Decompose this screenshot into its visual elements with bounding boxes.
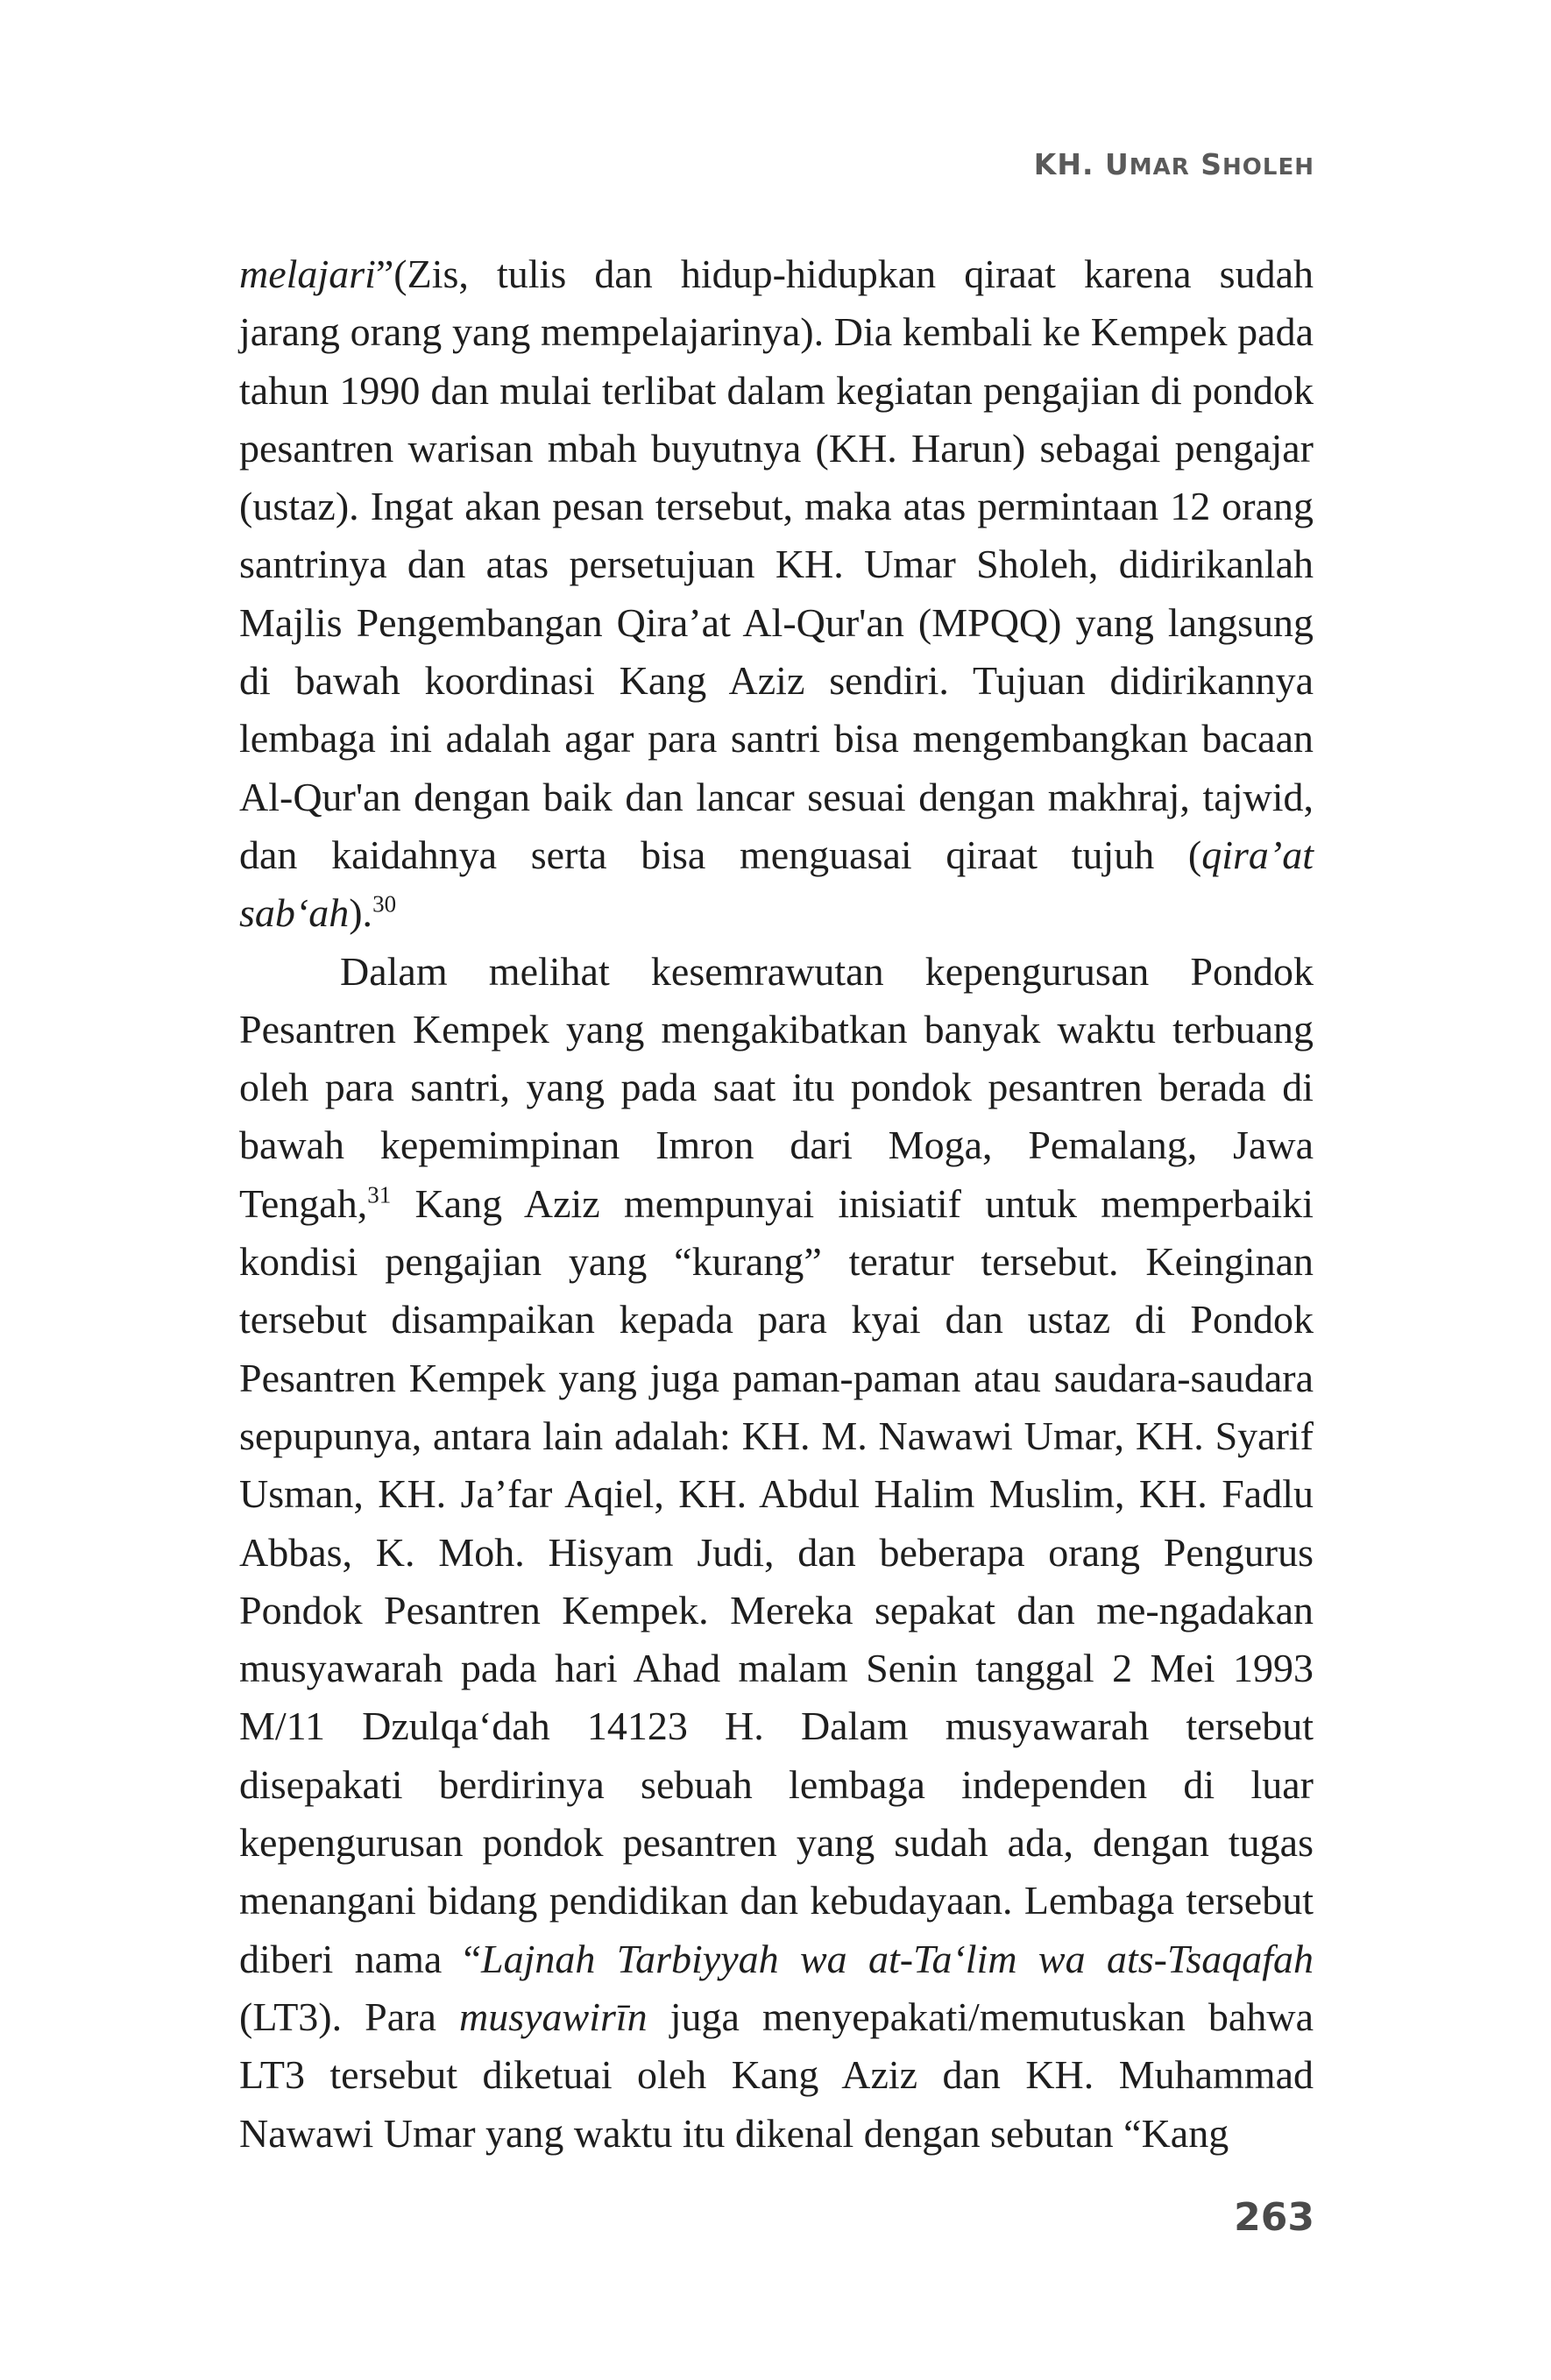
paragraph-2-text-end: juga menyepakati/memutuskan bahwa LT3 tersebut diketuai oleh Kang Aziz dan KH. Muhammad Nawawi Umar yang waktu itu dikenal dengan sebutan “Kang (239, 1994, 1314, 2156)
page-number: 263 (1234, 2195, 1314, 2240)
paragraph-1-text-end: ). (349, 890, 373, 936)
running-header-smallcaps-2: HOLEH (1222, 154, 1314, 181)
italic-term: melajari (239, 251, 376, 296)
paragraph-2 (239, 943, 1314, 2163)
footnote-marker-31: 31 (367, 1181, 392, 1208)
paragraph-2-text-cont: Kang Aziz mempunyai inisiatif untuk memperbaiki kondisi pengajian yang “kurang” teratur tersebut. Keinginan tersebut disampaikan kepada para kyai dan ustaz di Pondok Pesantren Kempek yang juga paman-paman atau saudara-saudara sepupunya, antara lain adalah: KH. M. Nawawi Umar, KH. Syarif Usman, KH. Ja’far Aqiel, KH. Abdul Halim Muslim, KH. Fadlu Abbas, K. Moh. Hisyam Judi, dan beberapa orang Pengurus Pondok Pesantren Kempek. Mereka sepakat dan me-ngadakan musyawarah pada hari Ahad malam Senin tanggal 2 Mei 1993 M/11 Dzulqa‘dah 14123 H. Dalam musyawarah tersebut disepakati berdirinya sebuah lembaga independen di luar kepengurusan pondok pesantren yang sudah ada, dengan tugas menangani bidang pendidikan dan kebudayaan. Lembaga tersebut diberi nama “ (239, 1180, 1314, 1981)
running-header (1034, 147, 1314, 181)
running-header-prefix: KH. U (1033, 147, 1130, 181)
running-header-mid: S (1189, 147, 1223, 181)
italic-term: musyawirīn (458, 1994, 648, 2039)
paragraph-2-text: Dalam melihat kesemrawutan kepengurusan Pondok Pesantren Kempek yang mengakibatkan banyak waktu terbuang oleh para santri, yang pada saat itu pondok pesantren berada di bawah kepemimpinan Imron dari Moga, Pemalang, Jawa Tengah, (239, 948, 1314, 1226)
italic-institution-name: Lajnah Tarbiyyah wa at-Ta‘lim wa ats-Tsaqafah (481, 1936, 1314, 1981)
paragraph-1-text: ”(Zis, tulis dan hidup-hidupkan qiraat karena sudah jarang orang yang mempelajarinya). Dia kembali ke Kempek pada tahun 1990 dan mulai terlibat dalam kegiatan pengajian di pondok pesantren warisan mbah buyutnya (KH. Harun) sebagai pengajar (ustaz). Ingat akan pesan tersebut, maka atas permintaan 12 orang santrinya dan atas persetujuan KH. Umar Sholeh, didirikanlah Majlis Pengembangan Qira’at Al-Qur'an (MPQQ) yang langsung di bawah koordinasi Kang Aziz sendiri. Tujuan didirikannya lembaga ini adalah agar para santri bisa mengembangkan bacaan Al-Qur'an dengan baik dan lancar sesuai dengan makhraj, tajwid, dan kaidahnya serta bisa menguasai qiraat tujuh ( (239, 251, 1314, 877)
paragraph-1 (239, 245, 1314, 943)
footnote-marker-30: 30 (372, 890, 397, 917)
running-header-smallcaps-1: MAR (1129, 154, 1190, 181)
paragraph-2-text-cont2: (LT3). Para (239, 1994, 459, 2039)
italic-term: qira’at sab‘ah (239, 832, 1314, 936)
body-text (239, 245, 1314, 2163)
